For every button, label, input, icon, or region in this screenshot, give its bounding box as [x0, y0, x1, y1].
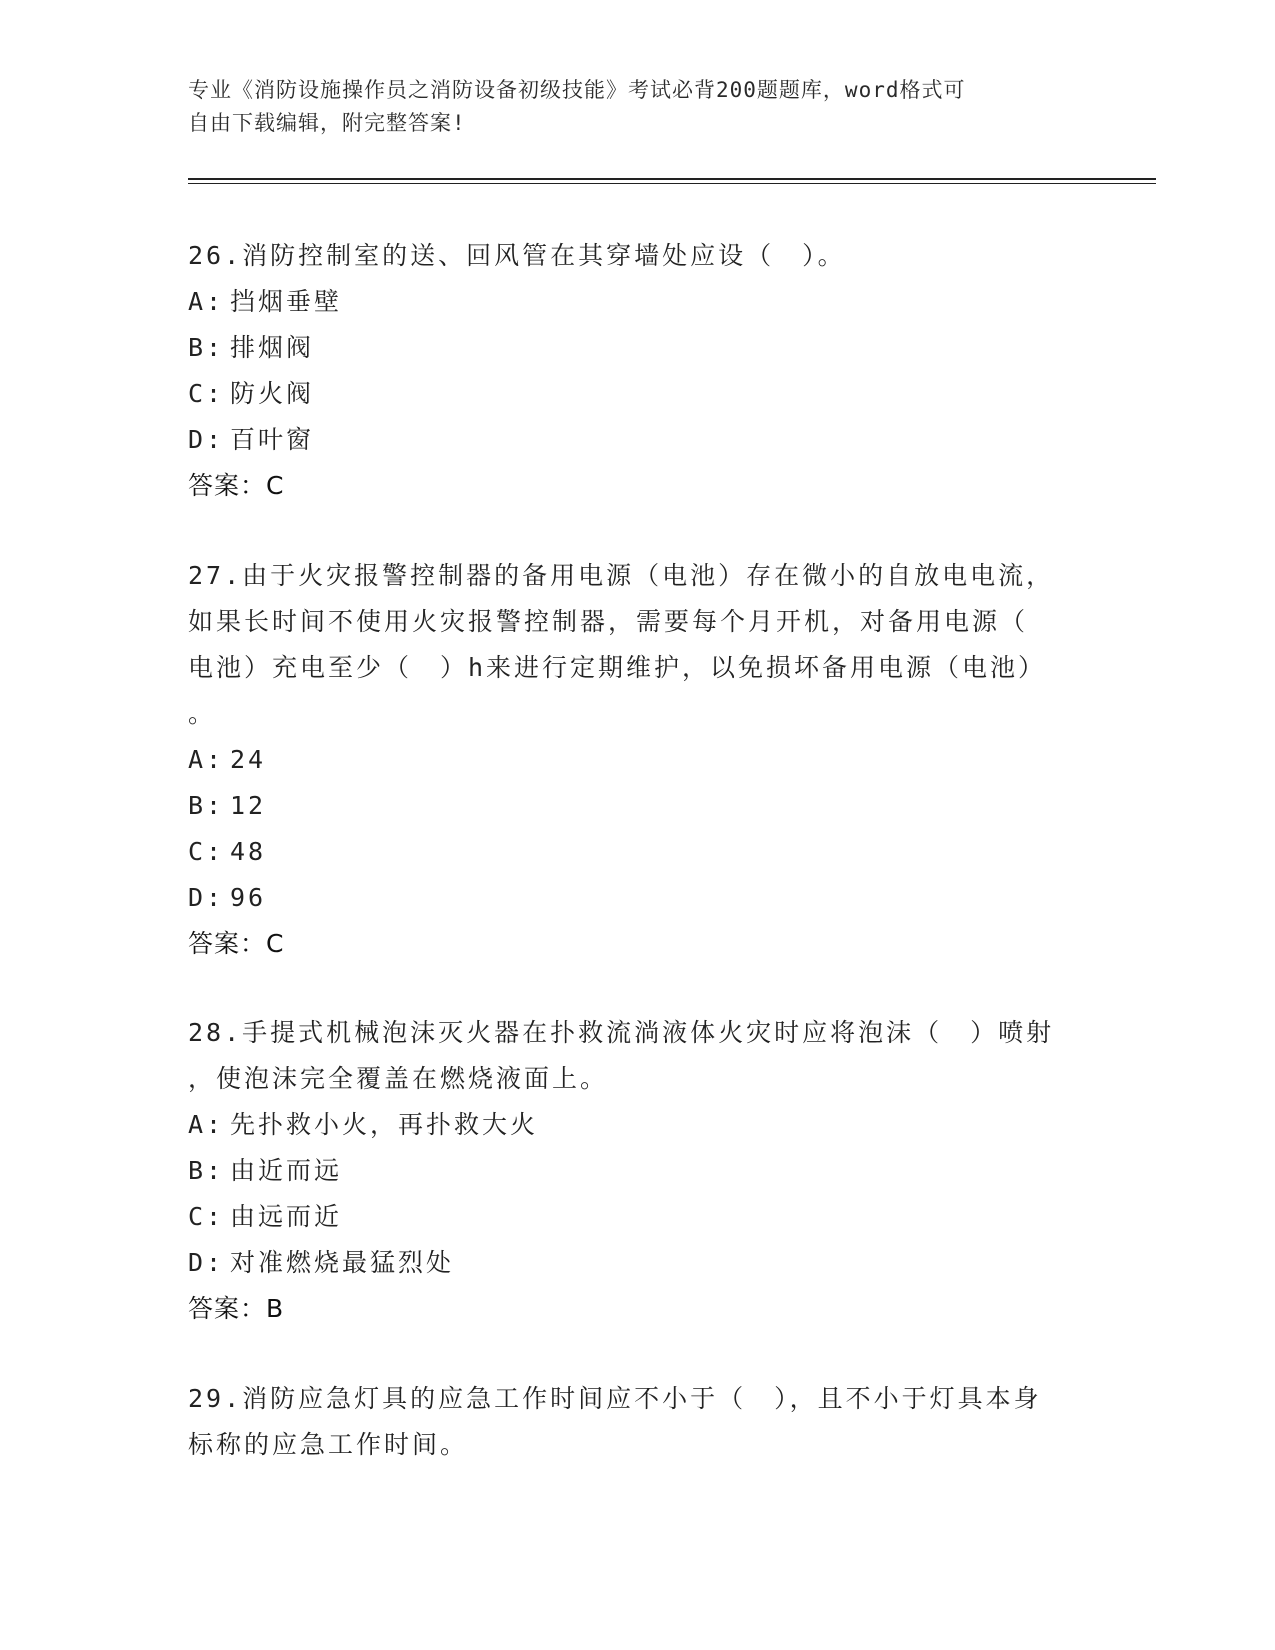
option-text: 24 [230, 745, 267, 774]
option-key: B: [188, 333, 225, 362]
option-b [188, 1148, 1088, 1194]
option-key: A: [188, 287, 225, 316]
option-key: A: [188, 745, 225, 774]
question-26 [188, 233, 1088, 509]
option-key: D: [188, 425, 225, 454]
answer: 答案：C [188, 929, 285, 958]
option-c [188, 371, 1088, 417]
question-27 [188, 553, 1088, 967]
option-key: D: [188, 883, 225, 912]
option-c [188, 829, 1088, 875]
option-key: C: [188, 837, 225, 866]
option-key: B: [188, 791, 225, 820]
option-text: 百叶窗 [230, 425, 315, 454]
option-text: 挡烟垂壁 [230, 287, 343, 316]
option-b [188, 783, 1088, 829]
question-stem: 26.消防控制室的送、回风管在其穿墙处应设（ ）。 [188, 241, 846, 270]
option-text: 防火阀 [230, 379, 315, 408]
option-d [188, 875, 1088, 921]
header-line-2: 自由下载编辑，附完整答案! [188, 111, 466, 135]
option-text: 48 [230, 837, 267, 866]
question-stem-line: 28.手提式机械泡沫灭火器在扑救流淌液体火灾时应将泡沫（ ）喷射 [188, 1018, 1055, 1047]
option-text: 先扑救小火，再扑救大火 [230, 1110, 539, 1139]
question-stem-line: 电池）充电至少（ ）h来进行定期维护，以免损坏备用电源（电池） [188, 653, 1047, 682]
question-stem-line: 。 [188, 699, 217, 728]
question-stem-line: 27.由于火灾报警控制器的备用电源（电池）存在微小的自放电电流， [188, 561, 1055, 590]
option-d [188, 417, 1088, 463]
option-key: B: [188, 1156, 225, 1185]
option-a [188, 1102, 1088, 1148]
option-a [188, 737, 1088, 783]
option-text: 由远而近 [230, 1202, 343, 1231]
question-stem-line: ，使泡沫完全覆盖在燃烧液面上。 [188, 1064, 609, 1093]
question-stem-line: 29.消防应急灯具的应急工作时间应不小于（ ），且不小于灯具本身 [188, 1384, 1042, 1413]
option-d [188, 1240, 1088, 1286]
option-key: C: [188, 379, 225, 408]
question-stem-line: 标称的应急工作时间。 [188, 1430, 469, 1459]
header-divider [188, 178, 1156, 184]
option-c [188, 1194, 1088, 1240]
option-text: 排烟阀 [230, 333, 315, 362]
option-text: 对准燃烧最猛烈处 [230, 1248, 455, 1277]
option-b [188, 325, 1088, 371]
option-key: A: [188, 1110, 225, 1139]
option-text: 12 [230, 791, 267, 820]
answer: 答案：B [188, 1294, 285, 1323]
option-a [188, 279, 1088, 325]
document-header [188, 74, 1068, 140]
option-text: 96 [230, 883, 267, 912]
option-text: 由近而远 [230, 1156, 343, 1185]
header-line-1: 专业《消防设施操作员之消防设备初级技能》考试必背200题题库，word格式可 [188, 78, 966, 102]
option-key: C: [188, 1202, 225, 1231]
answer: 答案：C [188, 471, 285, 500]
option-key: D: [188, 1248, 225, 1277]
question-29 [188, 1376, 1088, 1468]
question-28 [188, 1010, 1088, 1332]
question-stem-line: 如果长时间不使用火灾报警控制器，需要每个月开机，对备用电源（ [188, 607, 1029, 636]
